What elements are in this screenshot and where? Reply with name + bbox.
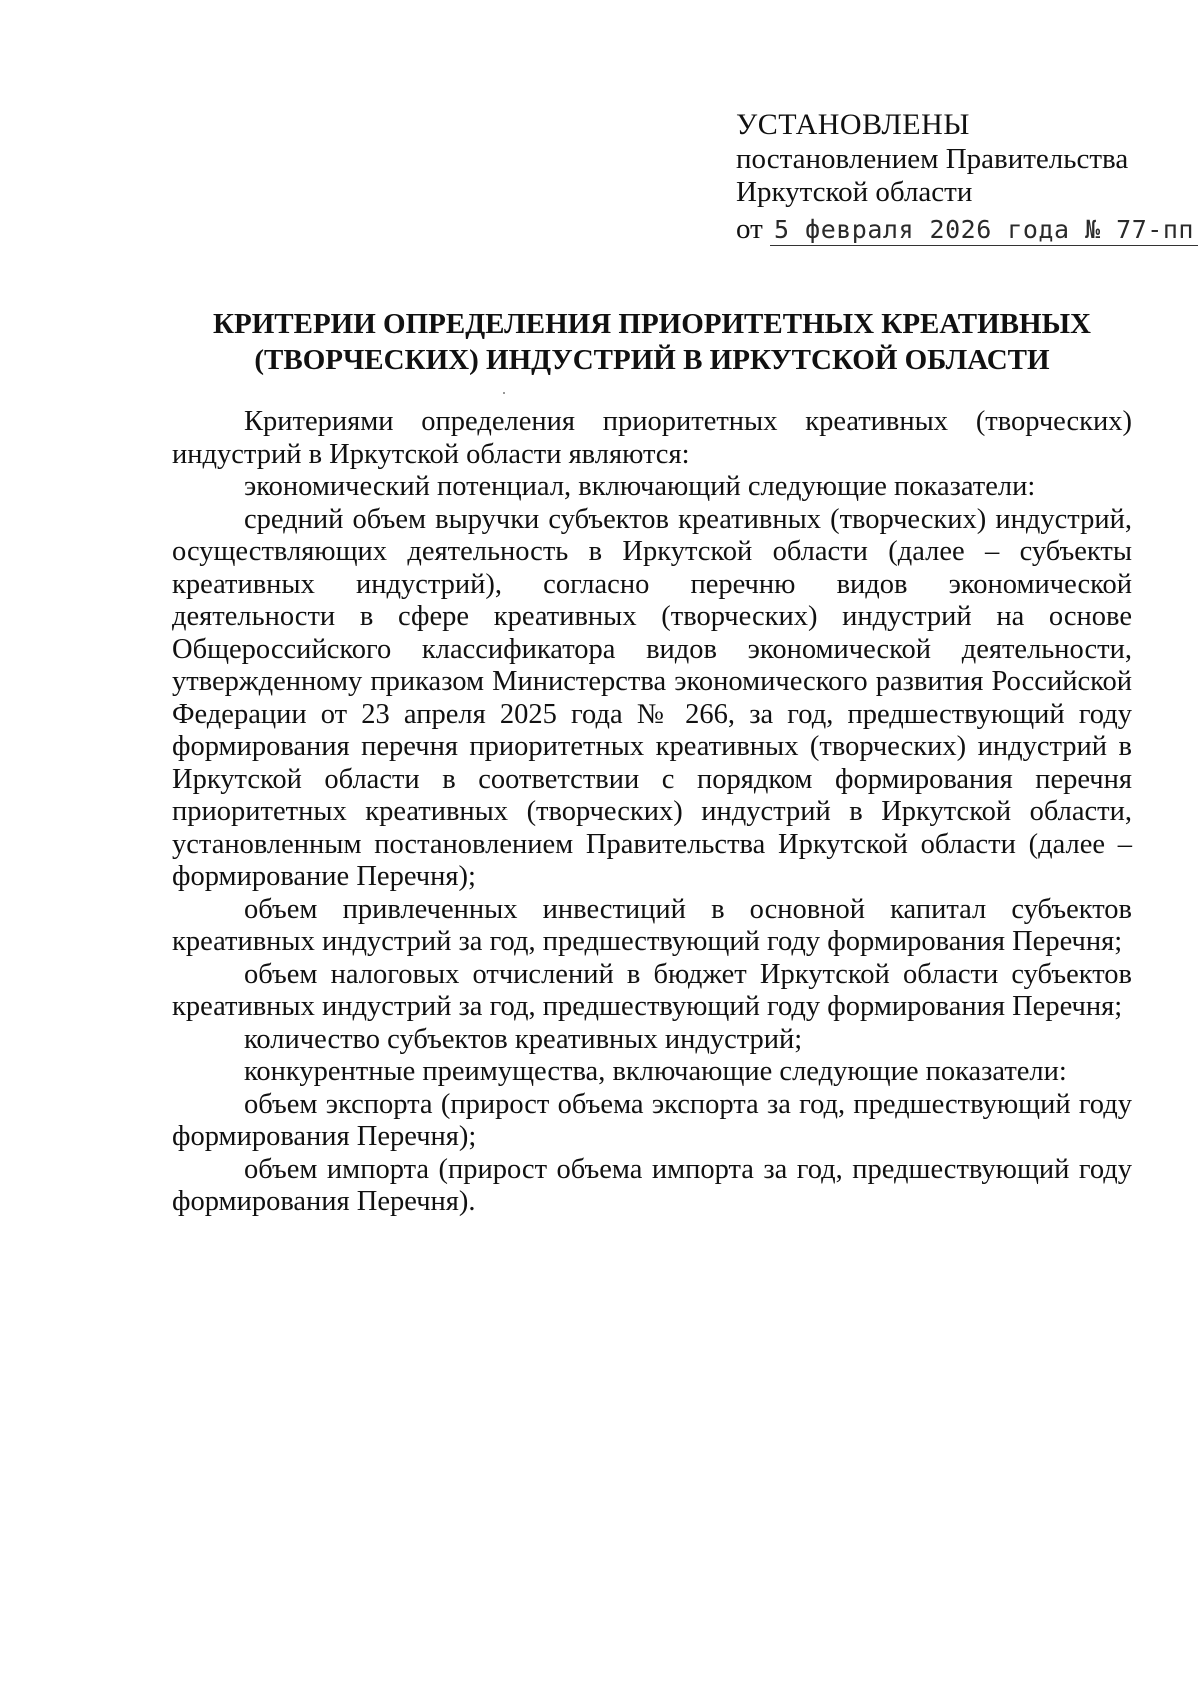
approval-date-prefix: от — [736, 213, 763, 245]
paragraph-intro: Критериями определения приоритетных креативных (творческих) индустрий в Иркутской области являются: — [172, 406, 1132, 470]
document-body — [172, 406, 1132, 1219]
approval-line-1: постановлением Правительства — [736, 143, 1129, 175]
paragraph-investments: объем привлеченных инвестиций в основной капитал субъектов креативных индустрий за год, предшествующий году формирования Перечня; — [172, 893, 1132, 957]
paragraph-subject-count: количество субъектов креативных индустрий; — [244, 1023, 803, 1055]
title-line-2: (ТВОРЧЕСКИХ) ИНДУСТРИЙ В ИРКУТСКОЙ ОБЛАСТИ — [254, 344, 1050, 376]
paragraph-revenue: средний объем выручки субъектов креативных (творческих) индустрий, осуществляющих деятельность в Иркутской области (далее – субъекты креативных индустрий), согласно перечню видов экономической деятельности в сфере креативных (творческих) индустрий на основе Общероссийского классификатора видов экономической деятельности, утвержденному приказом Министерства экономического развития Российской Федерации от 23 апреля 2025 года № 266, за год, предшествующий году формирования перечня приоритетных креативных (творческих) индустрий в Иркутской области в соответствии с порядком формирования перечня приоритетных креативных (творческих) индустрий в Иркутской области, установленным постановлением Правительства Иркутской области (далее – формирование Перечня); — [172, 503, 1132, 892]
approval-block — [736, 108, 1194, 246]
approval-heading: УСТАНОВЛЕНЫ — [736, 108, 970, 141]
title-line-1: КРИТЕРИИ ОПРЕДЕЛЕНИЯ ПРИОРИТЕТНЫХ КРЕАТИВНЫХ — [212, 308, 1091, 340]
document-title — [172, 306, 1132, 378]
approval-date-stamp: 5 февраля 2026 года № 77-пп — [770, 215, 1198, 246]
approval-line-2: Иркутской области — [736, 176, 973, 208]
paragraph-import: объем импорта (прирост объема импорта за год, предшествующий году формирования Перечня). — [172, 1153, 1132, 1217]
approval-date-line — [736, 213, 1194, 246]
paragraph-taxes: объем налоговых отчислений в бюджет Иркутской области субъектов креативных индустрий за год, предшествующий году формирования Перечня; — [172, 958, 1132, 1022]
scan-dot — [503, 392, 505, 394]
paragraph-export: объем экспорта (прирост объема экспорта за год, предшествующий году формирования Перечня); — [172, 1088, 1132, 1152]
paragraph-competitive-advantages: конкурентные преимущества, включающие следующие показатели: — [244, 1056, 1067, 1087]
paragraph-economic-potential: экономический потенциал, включающий следующие показатели: — [244, 471, 1036, 502]
